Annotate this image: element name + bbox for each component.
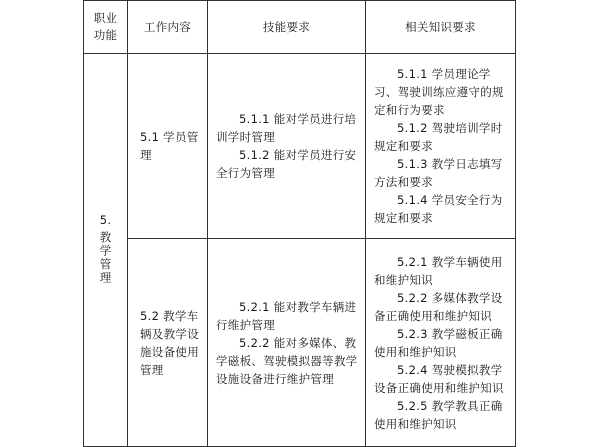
function-label: 教学管理	[98, 230, 113, 285]
header-function	[84, 1, 128, 54]
skill-item: 5.2.1 能对教学车辆进行维护管理	[216, 299, 357, 332]
function-cell	[84, 54, 128, 447]
knowledge-item: 5.1.1 学员理论学习、驾驶训练应遵守的规定和行为要求	[374, 67, 504, 117]
table-row	[84, 239, 516, 447]
knowledge-item: 5.1.4 学员安全行为规定和要求	[374, 193, 503, 225]
knowledge-item: 5.2.4 驾驶模拟教学设备正确使用和维护知识	[374, 362, 504, 395]
knowledge-item: 5.1.3 教学日志填写方法和要求	[374, 157, 503, 189]
knowledge-item: 5.2.3 教学磁板正确使用和维护知识	[374, 326, 503, 359]
function-number: 5.	[99, 212, 112, 227]
knowledge-cell	[366, 239, 516, 447]
knowledge-item: 5.1.2 驾驶培训学时规定和要求	[374, 121, 503, 153]
skill-item: 5.2.2 能对多媒体、教学磁板、驾驶模拟器等教学设施设备进行维护管理	[216, 335, 358, 386]
table-row	[84, 54, 516, 239]
skill-item: 5.1.1 能对学员进行培训学时管理	[216, 112, 357, 144]
header-function-line1: 职业	[93, 11, 118, 25]
knowledge-cell	[366, 54, 516, 239]
header-skills: 技能要求	[208, 1, 366, 54]
header-function-line2: 功能	[93, 28, 118, 42]
header-knowledge: 相关知识要求	[366, 1, 516, 54]
work-content-cell: 5.1 学员管理	[128, 54, 208, 239]
knowledge-item: 5.2.5 教学教具正确使用和维护知识	[374, 398, 503, 431]
knowledge-item: 5.2.2 多媒体教学设备正确使用和维护知识	[374, 290, 503, 323]
work-content-cell: 5.2 教学车辆及教学设施设备使用管理	[128, 239, 208, 447]
skills-cell	[208, 239, 366, 447]
skills-cell	[208, 54, 366, 239]
skill-item: 5.1.2 能对学员进行安全行为管理	[216, 148, 357, 180]
skill-requirements-table	[83, 0, 516, 447]
knowledge-item: 5.2.1 教学车辆使用和维护知识	[374, 254, 503, 287]
header-content: 工作内容	[128, 1, 208, 54]
table-header-row	[84, 1, 516, 54]
